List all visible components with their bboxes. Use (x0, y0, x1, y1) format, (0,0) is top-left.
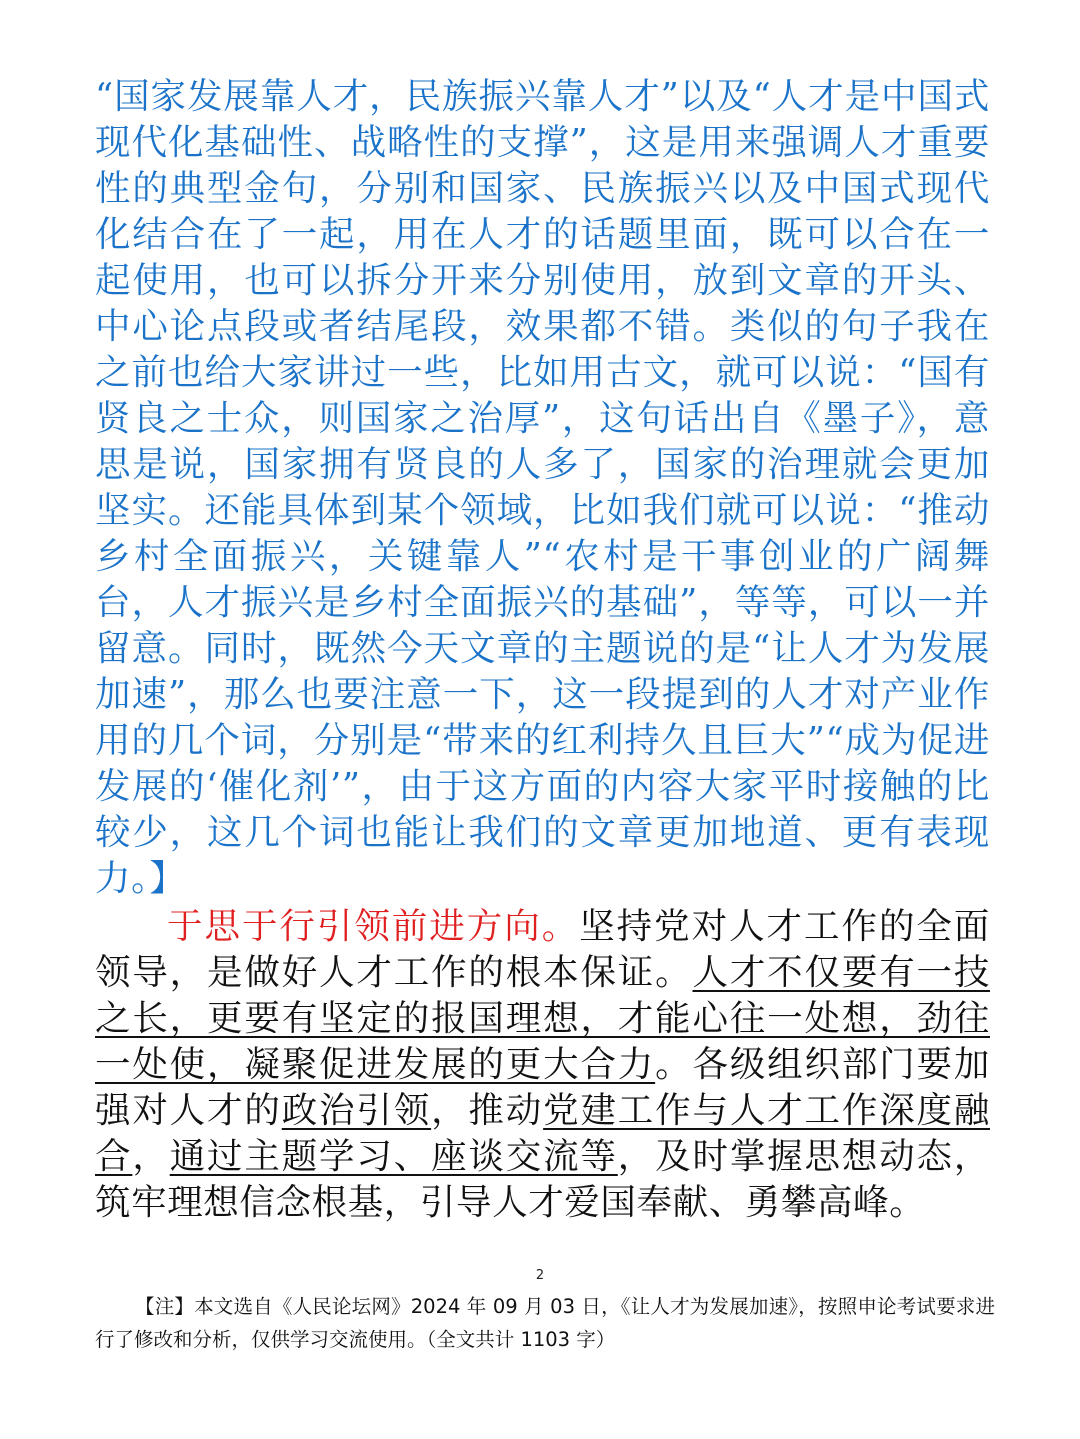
body-sentence: ，及时掌握思想动态，筑牢理想信念根基，引导人才爱国奉献、勇攀高峰。 (95, 1136, 990, 1223)
underlined-phrase: 人才不仅要有一技之长，更要有坚定的报国理想，才能心往一处想，劲往一处使，凝聚促进发展的更大合力 (95, 952, 990, 1085)
underlined-phrase: 党建工作与人才工作深度融合 (95, 1090, 990, 1177)
body-paragraph (95, 904, 990, 1226)
section-lead-heading: 于思于行引领前进方向。 (167, 906, 580, 947)
underlined-phrase: 政治引领 (281, 1090, 432, 1131)
body-sentence: ， (132, 1136, 170, 1177)
body-sentence: ，推动 (431, 1090, 544, 1131)
body-sentence: 坚持党对人才工作的全面领导，是做好人才工作的根本保证。 (95, 906, 990, 993)
source-note: 【注】本文选自《人民论坛网》2024 年 09 月 03 日，《让人才为发展加速》，按照申论考试要求进行了修改和分析，仅供学习交流使用。（全文共计 1103 字） (95, 1295, 995, 1351)
page-number: 2 (535, 1268, 545, 1283)
underlined-phrase: 通过主题学习、座谈交流等 (169, 1136, 618, 1177)
analysis-paragraph: “国家发展靠人才，民族振兴靠人才”以及“人才是中国式现代化基础性、战略性的支撑”，这是用来强调人才重要性的典型金句，分别和国家、民族振兴以及中国式现代化结合在了一起，用在人才的话题里面，既可以合在一起使用，也可以拆分开来分别使用，放到文章的开头、中心论点段或者结尾段，效果都不错。类似的句子我在之前也给大家讲过一些，比如用古文，就可以说：“国有贤良之士众，则国家之治厚”，这句话出自《墨子》，意思是说，国家拥有贤良的人多了，国家的治理就会更加坚实。还能具体到某个领域，比如我们就可以说：“推动乡村全面振兴，关键靠人”“农村是干事创业的广阔舞台，人才振兴是乡村全面振兴的基础”，等等，可以一并留意。同时，既然今天文章的主题说的是“让人才为发展加速”，那么也要注意一下，这一段提到的人才对产业作用的几个词，分别是“带来的红利持久且巨大”“成为促进发展的‘催化剂’”，由于这方面的内容大家平时接触的比较少，这几个词也能让我们的文章更加地道、更有表现力。】 (95, 76, 990, 899)
body-sentence: 。各级组织部门要加强对人才的 (95, 1044, 990, 1131)
